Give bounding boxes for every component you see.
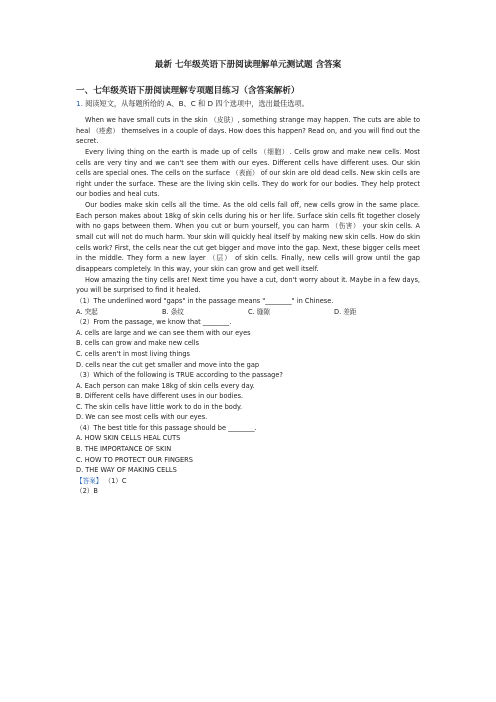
option-a: A. cells are large and we can see them with our eyes: [76, 328, 251, 337]
question-number: 1.: [76, 99, 83, 108]
question-2-stem: （2）From the passage, we know that ________.: [76, 318, 232, 327]
answer-1: （1）C: [104, 476, 127, 485]
option-b: B. Different cells have different uses in our bodies.: [76, 392, 244, 401]
option-d: D. We can see most cells with our eyes.: [76, 413, 208, 422]
section-heading: 一、七年级英语下册阅读理解专项题目练习（含答案解析）: [76, 86, 300, 96]
passage-paragraph: When we have small cuts in the skin （皮肤）, something strange may happen. The cuts are able to heal （痊愈） themselves in a couple of days. How does this happen? Read on, and you will find out the secret.: [76, 116, 420, 146]
option-a: A. HOW SKIN CELLS HEAL CUTS: [76, 434, 181, 443]
option-c: C. The skin cells have little work to do in the body.: [76, 402, 243, 411]
option-d: D. 差距: [334, 307, 357, 316]
document-page: [76, 58, 420, 497]
document-title: 最新 七年级英语下册阅读理解单元测试题 含答案: [154, 60, 342, 70]
option-b: B. THE IMPORTANCE OF SKIN: [76, 444, 172, 453]
question-1-stem: （1）The underlined word "gaps" in the passage means "________" in Chinese.: [76, 297, 334, 306]
option-b: B. 条纹: [162, 307, 184, 316]
answer-tag: 【答案】: [76, 476, 103, 485]
answer-line: [76, 476, 420, 487]
option-a: A. Each person can make 18kg of skin cells every day.: [76, 381, 255, 390]
question-intro: 阅读短文，从每题所给的 A、B、C 和 D 四个选项中，选出最佳选项。: [85, 99, 309, 108]
question-3-stem: （3）Which of the following is TRUE according to the passage?: [76, 371, 283, 380]
option-c: C. 缝隙: [248, 307, 270, 316]
question-4-stem: （4）The best title for this passage should be ________.: [76, 423, 257, 432]
option-c: C. cells aren't in most living things: [76, 350, 190, 359]
option-d: D. THE WAY OF MAKING CELLS: [76, 466, 177, 475]
passage-paragraph: How amazing the tiny cells are! Next time you have a cut, don't worry about it. Maybe in a few days, you will be surprised to find it healed.: [76, 275, 420, 295]
question-intro-line: [76, 99, 420, 109]
option-a: A. 突起: [76, 307, 98, 316]
answer-2: （2）B: [76, 487, 98, 496]
passage-paragraph: Our bodies make skin cells all the time. As the old cells fall off, new cells grow in the same place. Each person makes about 18kg of skin cells during his or her life. Surface skin cells fit together closely with no gaps between them. When you cut or burn yourself, you can harm （伤害） your skin cells. A small cut will not do much harm. Your skin will quickly heal itself by making new skin cells. How do skin cells work? First, the cells near the cut get bigger and move into the gap. Next, these bigger cells meet in the middle. They form a new layer （层） of skin cells. Finally, new cells will grow until the gap disappears completely. In this way, your skin can grow and get well itself.: [76, 201, 420, 273]
passage-paragraph: Every living thing on the earth is made up of cells （细胞）. Cells grow and make new cells. Most cells are very tiny and we can't see them with our eyes. Different cells have different uses. Our skin cells are special ones. The cells on the surface （表面） of our skin are old dead cells. New skin cells are right under the surface. These are the living skin cells. They do work for our bodies. They help protect our bodies and heal cuts.: [76, 148, 420, 199]
question-1-options: [76, 307, 420, 318]
option-b: B. cells can grow and make new cells: [76, 339, 200, 348]
option-c: C. HOW TO PROTECT OUR FINGERS: [76, 455, 193, 464]
option-d: D. cells near the cut get smaller and move into the gap: [76, 360, 260, 369]
